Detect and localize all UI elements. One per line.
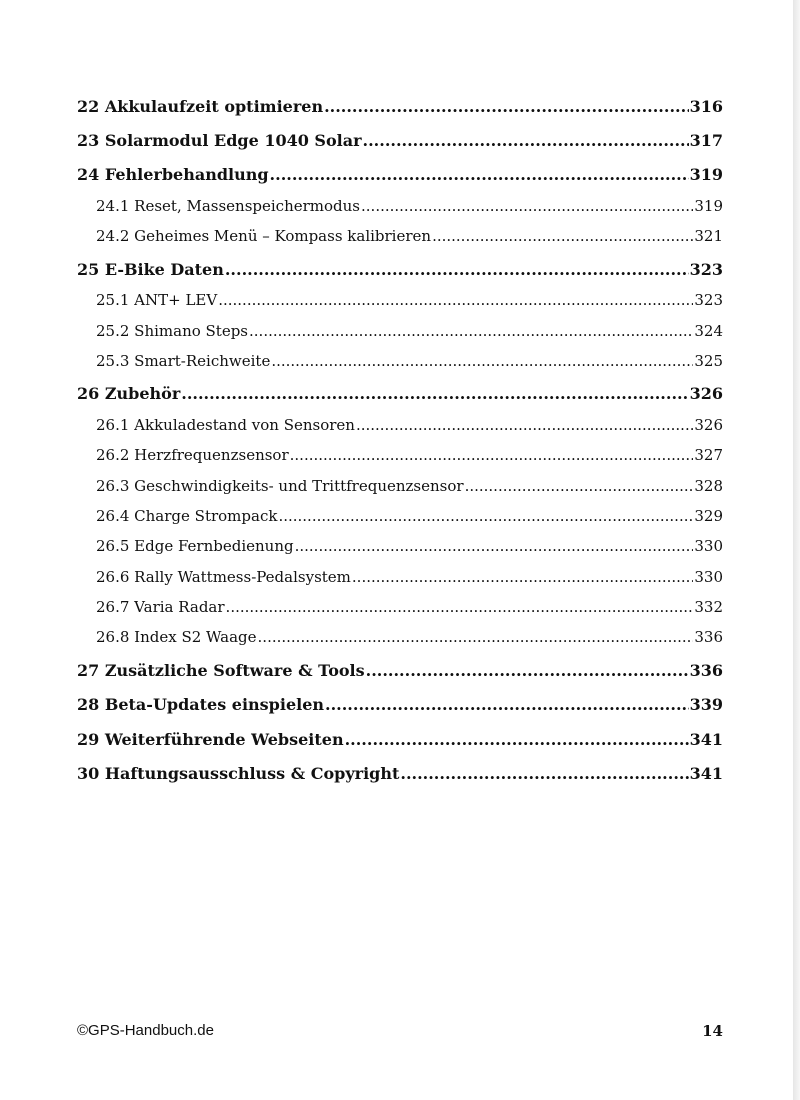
copyright-text: ©GPS-Handbuch.de — [77, 1022, 214, 1039]
toc-entry-label: 22 Akkulaufzeit optimieren — [77, 97, 324, 116]
dot-leader — [400, 763, 688, 785]
toc-entry-page: 330 — [694, 537, 723, 555]
toc-entry-page: 336 — [689, 661, 723, 680]
toc-entry-section-24-2[interactable] — [96, 225, 723, 247]
toc-entry-page: 326 — [689, 384, 723, 403]
toc-entry-section-26-8[interactable] — [96, 626, 723, 648]
toc-entry-label: 25.1 ANT+ LEV — [96, 291, 218, 309]
dot-leader — [363, 130, 689, 152]
page-edge-shadow — [793, 0, 800, 1100]
toc-entry-label: 24.2 Geheimes Menü – Kompass kalibrieren — [96, 227, 432, 245]
toc-entry-page: 327 — [694, 446, 723, 464]
toc-entry-section-25-1[interactable] — [96, 289, 723, 311]
toc-entry-label: 23 Solarmodul Edge 1040 Solar — [77, 131, 362, 150]
toc-entry-chapter-30[interactable] — [77, 763, 723, 785]
toc-entry-section-26-7[interactable] — [96, 596, 723, 618]
toc-entry-chapter-23[interactable] — [77, 130, 723, 152]
dot-leader — [249, 320, 693, 342]
toc-entry-chapter-29[interactable] — [77, 729, 723, 751]
toc-entry-section-26-6[interactable] — [96, 566, 723, 588]
toc-entry-page: 323 — [689, 260, 723, 279]
page-footer — [77, 1020, 723, 1042]
toc-entry-page: 329 — [694, 507, 723, 525]
dot-leader — [356, 414, 693, 436]
dot-leader — [465, 475, 694, 497]
toc-entry-label: 26.8 Index S2 Waage — [96, 628, 257, 646]
toc-entry-label: 26.2 Herzfrequenzsensor — [96, 446, 289, 464]
toc-entry-section-26-1[interactable] — [96, 414, 723, 436]
toc-entry-page: 316 — [689, 97, 723, 116]
toc-entry-page: 330 — [694, 568, 723, 586]
toc-entry-label: 25.3 Smart-Reichweite — [96, 352, 271, 370]
toc-entry-section-24-1[interactable] — [96, 195, 723, 217]
toc-entry-label: 26.3 Geschwindigkeits- und Trittfrequenzsensor — [96, 477, 464, 495]
toc-entry-section-26-3[interactable] — [96, 475, 723, 497]
dot-leader — [258, 626, 694, 648]
toc-entry-page: 341 — [689, 730, 723, 749]
toc-entry-page: 319 — [694, 197, 723, 215]
toc-entry-label: 30 Haftungsausschluss & Copyright — [77, 764, 400, 783]
toc-entry-page: 339 — [689, 695, 723, 714]
toc-entry-page: 326 — [694, 416, 723, 434]
toc-entry-label: 26.1 Akkuladestand von Sensoren — [96, 416, 355, 434]
toc-entry-page: 332 — [694, 598, 723, 616]
toc-entry-page: 321 — [694, 227, 723, 245]
dot-leader — [270, 164, 689, 186]
toc-entry-page: 319 — [689, 165, 723, 184]
toc-entry-chapter-28[interactable] — [77, 694, 723, 716]
toc-entry-label: 26.6 Rally Wattmess-Pedalsystem — [96, 568, 351, 586]
toc-entry-chapter-22[interactable] — [77, 96, 723, 118]
toc-entry-section-25-3[interactable] — [96, 350, 723, 372]
toc-entry-label: 25.2 Shimano Steps — [96, 322, 249, 340]
dot-leader — [324, 96, 689, 118]
dot-leader — [345, 729, 689, 751]
toc-entry-page: 323 — [694, 291, 723, 309]
toc-entry-label: 24 Fehlerbehandlung — [77, 165, 269, 184]
toc-entry-chapter-26[interactable] — [77, 383, 723, 405]
toc-entry-label: 28 Beta-Updates einspielen — [77, 695, 325, 714]
toc-entry-section-26-5[interactable] — [96, 535, 723, 557]
toc-entry-label: 26.4 Charge Strompack — [96, 507, 278, 525]
toc-entry-chapter-24[interactable] — [77, 164, 723, 186]
dot-leader — [352, 566, 693, 588]
toc-entry-page: 336 — [694, 628, 723, 646]
toc-entry-label: 27 Zusätzliche Software & Tools — [77, 661, 365, 680]
dot-leader — [295, 535, 694, 557]
page-number: 14 — [702, 1022, 723, 1040]
dot-leader — [225, 259, 689, 281]
dot-leader — [361, 195, 693, 217]
toc-entry-section-26-4[interactable] — [96, 505, 723, 527]
toc-entry-page: 324 — [694, 322, 723, 340]
toc-entry-section-25-2[interactable] — [96, 320, 723, 342]
toc-entry-chapter-27[interactable] — [77, 660, 723, 682]
toc-entry-section-26-2[interactable] — [96, 444, 723, 466]
toc-entry-label: 25 E-Bike Daten — [77, 260, 224, 279]
dot-leader — [226, 596, 694, 618]
dot-leader — [366, 660, 689, 682]
toc-entry-page: 341 — [689, 764, 723, 783]
dot-leader — [218, 289, 693, 311]
dot-leader — [325, 694, 689, 716]
dot-leader — [181, 383, 688, 405]
toc-entry-label: 26.7 Varia Radar — [96, 598, 225, 616]
toc-entry-page: 328 — [694, 477, 723, 495]
toc-entry-page: 325 — [694, 352, 723, 370]
dot-leader — [271, 350, 693, 372]
toc-entry-label: 29 Weiterführende Webseiten — [77, 730, 344, 749]
dot-leader — [278, 505, 693, 527]
dot-leader — [432, 225, 693, 247]
dot-leader — [290, 444, 694, 466]
toc-entry-label: 26 Zubehör — [77, 384, 181, 403]
toc-entry-page: 317 — [689, 131, 723, 150]
toc-entry-chapter-25[interactable] — [77, 259, 723, 281]
toc-entry-label: 24.1 Reset, Massenspeichermodus — [96, 197, 361, 215]
toc-entry-label: 26.5 Edge Fernbedienung — [96, 537, 294, 555]
